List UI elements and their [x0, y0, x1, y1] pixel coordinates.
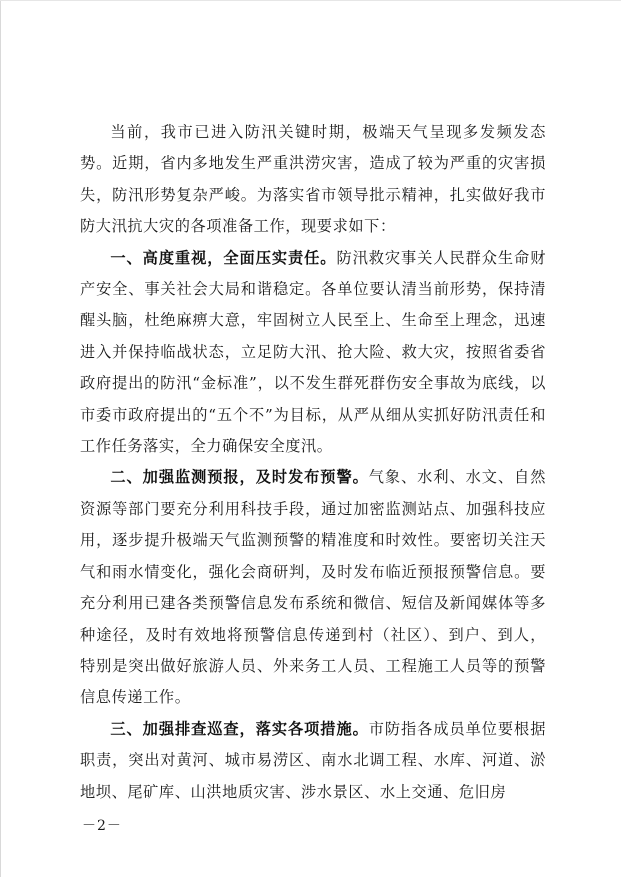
page-edge-left: [0, 0, 1, 877]
page-edge-top: [0, 0, 621, 1]
page-number: －2－: [82, 818, 122, 834]
section-1-paragraph: [80, 243, 546, 463]
intro-paragraph: [80, 117, 546, 243]
section-1-heading: 一、高度重视，全面压实责任。: [110, 248, 337, 267]
paragraph-text: 当前，我市已进入防汛关键时期，极端天气呈现多发频发态势。近期，省内多地发生严重洪涝灾害，造成了较为严重的灾害损失，防汛形势复杂严峻。为落实省市领导批示精神，扎实做好我市防大汛抗大灾的各项准备工作，现要求如下：: [80, 123, 546, 236]
paragraph-text: 防汛救灾事关人民群众生命财产安全、事关社会大局和谐稳定。各单位要认清当前形势，保持清醒头脑，杜绝麻痹大意，牢固树立人民至上、生命至上理念，迅速进入并保持临战状态，立足防大汛、抢大险、救大灾，按照省委省政府提出的防汛“金标准”，以不发生群死群伤安全事故为底线，以市委市政府提出的“五个不”为目标，从严从细从实抓好防汛责任和工作任务落实，全力确保安全度汛。: [80, 248, 546, 456]
paragraph-text: 气象、水利、水文、自然资源等部门要充分利用科技手段，通过加密监测站点、加强科技应用，逐步提升极端天气监测预警的精准度和时效性。要密切关注天气和雨水情变化，强化会商研判，及时发布临近预报预警信息。要充分利用已建各类预警信息发布系统和微信、短信及新闻媒体等多种途径，及时有效地将预警信息传递到村（社区）、到户、到人，特别是突出做好旅游人员、外来务工人员、工程施工人员等的预警信息传递工作。: [80, 468, 546, 707]
section-2-paragraph: [80, 462, 546, 713]
section-2-heading: 二、加强监测预报，及时发布预警。: [110, 468, 369, 487]
document-body: [80, 117, 546, 808]
section-3-paragraph: [80, 714, 546, 808]
paragraph-text: 市防指各成员单位要根据职责，突出对黄河、城市易涝区、南水北调工程、水库、河道、淤地坝、尾矿库、山洪地质灾害、涉水景区、水上交通、危旧房: [80, 719, 546, 801]
section-3-heading: 三、加强排查巡查，落实各项措施。: [110, 719, 369, 738]
